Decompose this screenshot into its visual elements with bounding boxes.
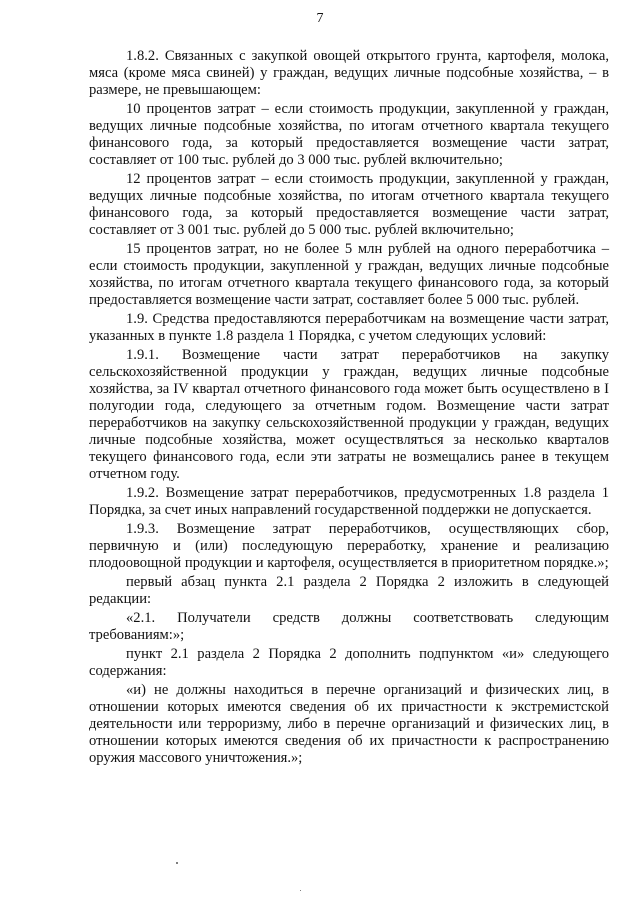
paragraph-15-percent: 15 процентов затрат, но не более 5 млн рублей на одного переработчика – если стоимость продукции, закупленной у граждан, ведущих личные подсобные хозяйства, по итогам отчетного квартала текущего финансового года, за который предоставляется возмещение части затрат, составляет более 5 000 тыс. рублей.	[89, 241, 609, 308]
page-number: 7	[316, 11, 324, 26]
scan-speck	[300, 890, 301, 891]
document-body	[89, 48, 609, 769]
paragraph-1-9: 1.9. Средства предоставляются переработчикам на возмещение части затрат, указанных в пункте 1.8 раздела 1 Порядка, с учетом следующих условий:	[89, 311, 609, 344]
paragraph-subpoint-i: «и) не должны находиться в перечне организаций и физических лиц, в отношении которых имеются сведения об их причастности к экстремистской деятельности или терроризму, либо в перечне организаций и физических лиц, в отношении которых имеются сведения об их причастности к распространению оружия массового уничтожения.»;	[89, 682, 609, 766]
paragraph-10-percent: 10 процентов затрат – если стоимость продукции, закупленной у граждан, ведущих личные подсобные хозяйства, по итогам отчетного квартала текущего финансового года, за который предоставляется возмещение части затрат, составляет от 100 тыс. рублей до 3 000 тыс. рублей включительно;	[89, 101, 609, 168]
paragraph-1-9-3: 1.9.3. Возмещение затрат переработчиков, осуществляющих сбор, первичную и (или) последующую переработку, хранение и реализацию плодоовощной продукции и картофеля, осуществляется в приоритетном порядке.»;	[89, 521, 609, 571]
paragraph-2-1-supplement: пункт 2.1 раздела 2 Порядка 2 дополнить подпунктом «и» следующего содержания:	[89, 646, 609, 679]
paragraph-2-1-quote: «2.1. Получатели средств должны соответствовать следующим требованиям:»;	[89, 610, 609, 643]
paragraph-1-9-2: 1.9.2. Возмещение затрат переработчиков, предусмотренных 1.8 раздела 1 Порядка, за счет иных направлений государственной поддержки не допускается.	[89, 485, 609, 518]
paragraph-1-8-2: 1.8.2. Связанных с закупкой овощей открытого грунта, картофеля, молока, мяса (кроме мяса свиней) у граждан, ведущих личные подсобные хозяйства, – в размере, не превышающем:	[89, 48, 609, 98]
paragraph-first-abzac: первый абзац пункта 2.1 раздела 2 Порядка 2 изложить в следующей редакции:	[89, 574, 609, 607]
paragraph-1-9-1: 1.9.1. Возмещение части затрат переработчиков на закупку сельскохозяйственной продукции у граждан, ведущих личные подсобные хозяйства, за IV квартал отчетного финансового года может быть осуществлено в I полугодии года, следующего за отчетным годом. Возмещение части затрат переработчиков на закупку сельскохозяйственной продукции у граждан, ведущих личные подсобные хозяйства, может осуществляться за несколько кварталов текущего финансового года, если эти затраты не возмещались ранее в текущем отчетном году.	[89, 347, 609, 482]
paragraph-12-percent: 12 процентов затрат – если стоимость продукции, закупленной у граждан, ведущих личные подсобные хозяйства, по итогам отчетного квартала текущего финансового года, за который предоставляется возмещение части затрат, составляет от 3 001 тыс. рублей до 5 000 тыс. рублей включительно;	[89, 171, 609, 238]
scan-speck	[176, 862, 178, 864]
